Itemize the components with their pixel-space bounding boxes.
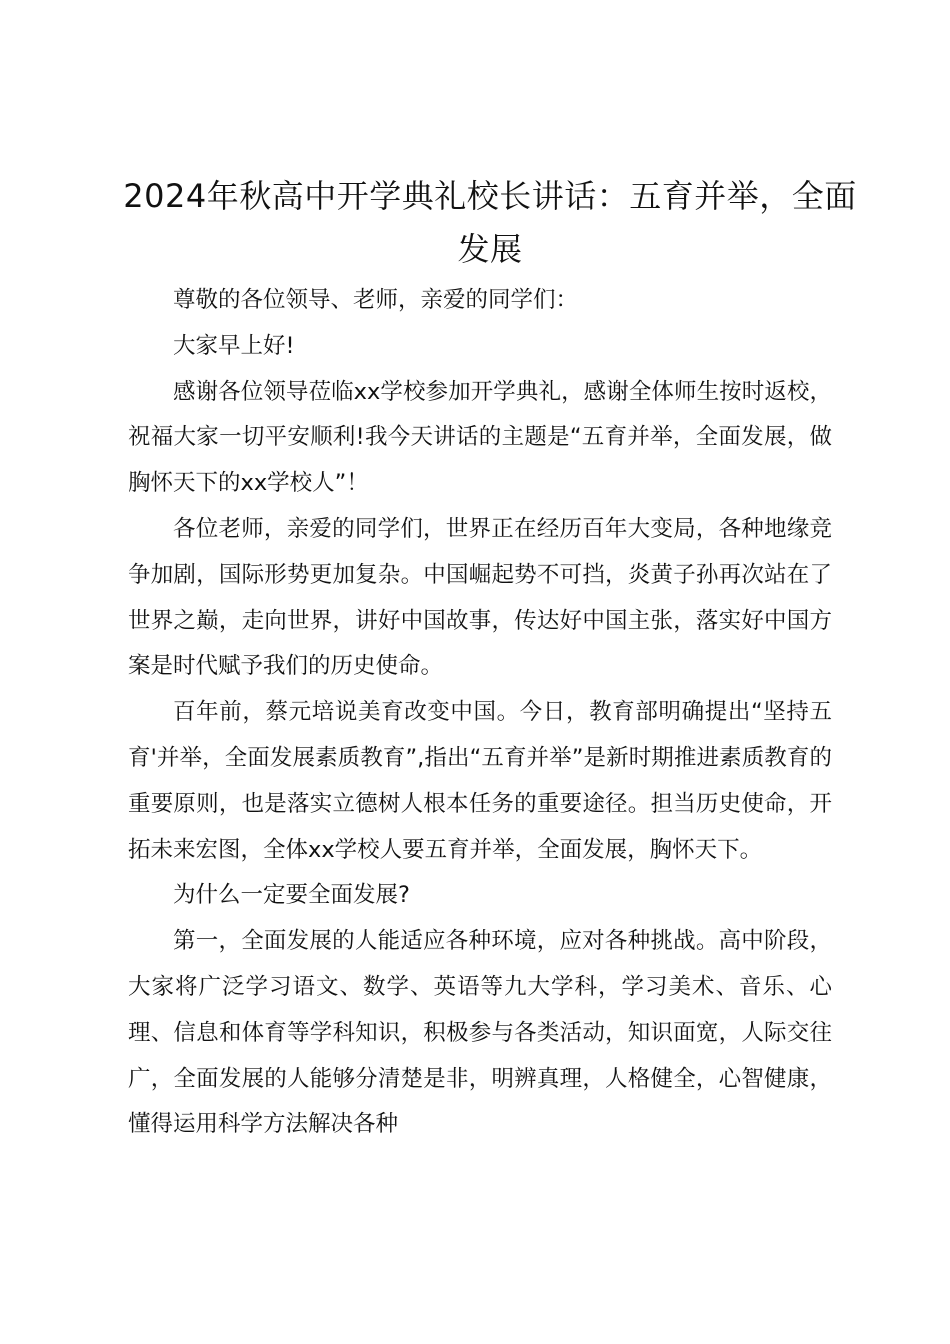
document-body <box>128 278 832 1148</box>
body-paragraph: 百年前，蔡元培说美育改变中国。今日，教育部明确提出“坚持五育'并举，全面发展素质教育”,指出“五育并举”是新时期推进素质教育的重要原则，也是落实立德树人根本任务的重要途径。担当历史使命，开拓未来宏图，全体xx学校人要五育并举，全面发展，胸怀天下。 <box>128 699 832 863</box>
salutation-paragraph: 尊敬的各位领导、老师，亲爱的同学们： <box>173 287 579 313</box>
body-paragraph: 第一，全面发展的人能适应各种环境，应对各种挑战。高中阶段，大家将广泛学习语文、数学、英语等九大学科，学习美术、音乐、心理、信息和体育等学科知识，积极参与各类活动，知识面宽，人际交往广，全面发展的人能够分清楚是非，明辨真理，人格健全，心智健康，懂得运用科学方法解决各种 <box>128 928 832 1138</box>
question-paragraph: 为什么一定要全面发展? <box>173 882 410 909</box>
document-title: 2024年秋高中开学典礼校长讲话：五育并举，全面发展 <box>123 177 857 268</box>
body-paragraph: 各位老师，亲爱的同学们，世界正在经历百年大变局，各种地缘竞争加剧，国际形势更加复杂。中国崛起势不可挡，炎黄子孙再次站在了世界之巅，走向世界，讲好中国故事，传达好中国主张，落实好中国方案是时代赋予我们的历史使命。 <box>128 515 832 680</box>
body-paragraph: 感谢各位领导莅临xx学校参加开学典礼，感谢全体师生按时返校，祝福大家一切平安顺利!我今天讲话的主题是“五育并举，全面发展，做胸怀天下的xx学校人”！ <box>128 378 832 497</box>
greeting-paragraph: 大家早上好! <box>173 332 295 359</box>
